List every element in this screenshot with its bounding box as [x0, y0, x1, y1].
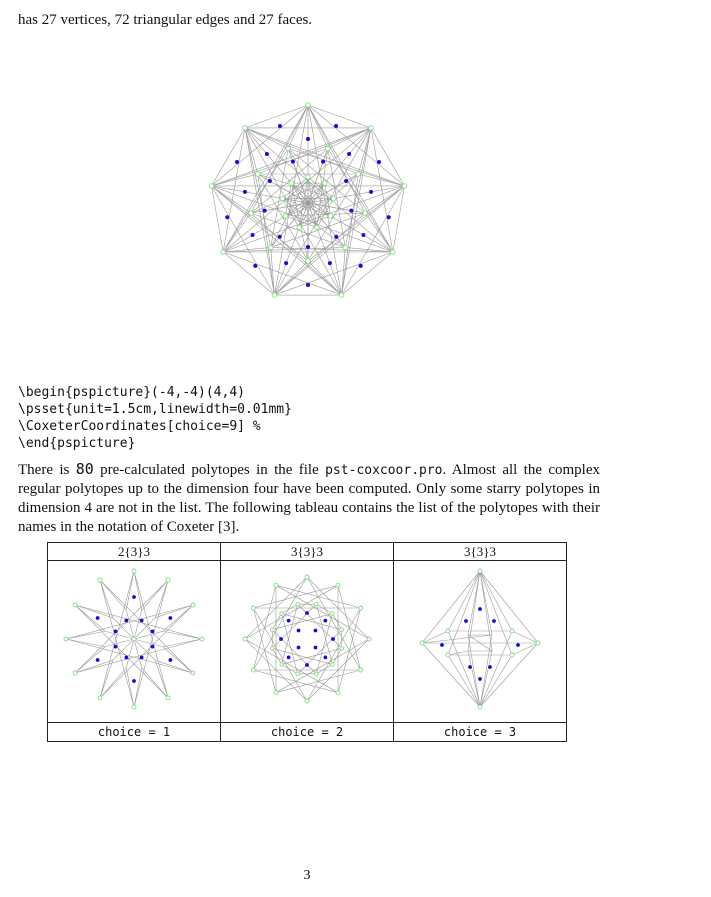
polytope-edge [66, 639, 105, 647]
polytope-vertex [367, 637, 371, 641]
polytope-vertex [297, 225, 302, 230]
polytope-vertex [274, 691, 278, 695]
polytope-edge [288, 105, 308, 148]
face-center-dot [96, 616, 100, 620]
tableau-caption-row [48, 723, 567, 742]
face-center-dot [478, 677, 482, 681]
polytope-edge [512, 643, 538, 655]
polytope-vertex [340, 628, 344, 632]
polytope-vertex [420, 641, 424, 645]
polytope-edge [480, 643, 538, 707]
polytope-vertex [343, 245, 348, 250]
polytope-edge [245, 128, 288, 149]
polytope-vertex [98, 578, 102, 582]
face-center-dot [268, 179, 272, 183]
polytope-edge [245, 128, 358, 174]
polytope-vertex [270, 628, 274, 632]
polytope-edge [258, 128, 371, 174]
polytope-vertex [272, 293, 277, 298]
polytope-edge [480, 571, 492, 651]
face-center-dot [361, 233, 365, 237]
polytope-edge [113, 618, 134, 639]
polytope-edge [448, 571, 480, 655]
face-center-dot [297, 646, 301, 650]
face-center-dot [478, 607, 482, 611]
polytope-edge [480, 571, 538, 643]
polytope-figure-choice-1 [59, 564, 209, 714]
polytope-edge [134, 639, 142, 668]
polytope-vertex [402, 184, 407, 189]
page-number: 3 [303, 868, 311, 883]
polytope-vertex [336, 691, 340, 695]
face-center-dot [140, 656, 144, 660]
face-center-dot [278, 124, 282, 128]
face-center-dot [305, 611, 309, 615]
polytope-vertex [280, 196, 285, 201]
polytope-edge [342, 252, 393, 295]
polytope-count: 80 [75, 460, 94, 478]
polytope-edge [422, 643, 480, 707]
face-center-dot [132, 595, 136, 599]
polytope-edge [245, 128, 271, 248]
polytope-edge [480, 655, 512, 707]
polytope-edge [308, 105, 328, 148]
face-center-dot [349, 209, 353, 213]
polytope-vertex [243, 637, 247, 641]
body-paragraph [18, 460, 600, 537]
polytope-vertex [446, 629, 450, 633]
filename: pst-coxcoor.pro [325, 463, 443, 478]
polytope-edge [422, 635, 492, 643]
tableau-header-row [48, 543, 567, 561]
face-center-dot [168, 616, 172, 620]
polytope-vertex [283, 214, 288, 219]
polytope-figure-choice-3 [405, 564, 555, 714]
face-center-dot [331, 637, 335, 641]
polytope-vertex [328, 214, 333, 219]
code-line: \end{pspicture} [18, 436, 136, 451]
polytope-vertex [478, 569, 482, 573]
polytope-vertex [268, 245, 273, 250]
polytope-vertex [322, 181, 327, 186]
face-center-dot [251, 233, 255, 237]
code-line: \CoxeterCoordinates[choice=9] % [18, 419, 261, 434]
polytope-edge [422, 571, 480, 643]
face-center-dot [306, 283, 310, 287]
polytope-vertex [296, 672, 300, 676]
polytope-edge [134, 668, 142, 707]
polytope-vertex [270, 647, 274, 651]
polytope-vertex [305, 575, 309, 579]
face-center-dot [96, 658, 100, 662]
tableau-caption: choice = 3 [394, 723, 567, 742]
polytope-edge [113, 639, 134, 660]
tableau-caption: choice = 1 [48, 723, 221, 742]
polytope-vertex [132, 637, 136, 641]
polytope-edge [480, 635, 492, 707]
face-center-dot [377, 160, 381, 164]
face-center-dot [151, 629, 155, 633]
polytope-vertex [356, 172, 361, 177]
polytope-vertex [296, 602, 300, 606]
polytope-vertex [249, 211, 254, 216]
polytope-vertex [286, 146, 291, 151]
polytope-vertex [339, 293, 344, 298]
face-center-dot [124, 656, 128, 660]
polytope-vertex [536, 641, 540, 645]
face-center-dot [287, 655, 291, 659]
face-center-dot [305, 663, 309, 667]
face-center-dot [291, 160, 295, 164]
polytope-vertex [132, 569, 136, 573]
polytope-vertex [446, 653, 450, 657]
polytope-vertex [359, 606, 363, 610]
face-center-dot [287, 619, 291, 623]
polytope-vertex [306, 259, 311, 264]
polytope-edge [163, 631, 202, 639]
polytope-vertex [359, 668, 363, 672]
polytope-edge [223, 252, 274, 295]
face-center-dot [279, 637, 283, 641]
face-center-dot [314, 646, 318, 650]
face-center-dot [124, 619, 128, 623]
polytope-vertex [209, 184, 214, 189]
face-center-dot [140, 619, 144, 623]
polytope-edge [105, 631, 134, 639]
face-center-dot [488, 665, 492, 669]
face-center-dot [306, 245, 310, 249]
polytope-vertex [73, 671, 77, 675]
polytope-edge [134, 639, 155, 660]
polytope-vertex [306, 175, 311, 180]
face-center-dot [344, 179, 348, 183]
face-center-dot [323, 655, 327, 659]
polytope-edge [480, 571, 492, 635]
polytope-vertex [315, 602, 319, 606]
face-center-dot [114, 645, 118, 649]
polytope-figure-choice-9 [183, 78, 433, 328]
face-center-dot [314, 629, 318, 633]
polytope-vertex [132, 705, 136, 709]
polytope-edge [134, 618, 155, 639]
polytope-edge [308, 105, 371, 128]
face-center-dot [263, 209, 267, 213]
polytope-vertex [478, 705, 482, 709]
face-center-dot [297, 629, 301, 633]
paragraph-text: . Almost all the complex regular polytopes up to the dimension four have been computed. Only some starry polytopes in dimension 4 are not in the list. The following tableau contains the list of the polytopes with their names in the notation of Coxeter [3]. [18, 462, 600, 535]
polytope-edge [245, 105, 308, 128]
polytope-tableau [47, 542, 567, 742]
face-center-dot [151, 645, 155, 649]
face-center-dot [235, 160, 239, 164]
face-center-dot [328, 261, 332, 265]
polytope-vertex [326, 146, 331, 151]
polytope-edge [126, 610, 134, 639]
polytope-edge [512, 631, 538, 643]
polytope-vertex [363, 211, 368, 216]
tableau-header: 3{3}3 [221, 543, 394, 561]
polytope-edge [468, 635, 480, 707]
polytope-vertex [340, 647, 344, 651]
polytope-vertex [221, 250, 226, 255]
polytope-vertex [510, 629, 514, 633]
polytope-figure-choice-2 [232, 564, 382, 714]
polytope-vertex [255, 172, 260, 177]
polytope-vertex [331, 663, 335, 667]
face-center-dot [369, 190, 373, 194]
polytope-edge [480, 571, 512, 655]
polytope-edge [134, 571, 142, 610]
tableau-figure-cell [221, 561, 394, 723]
polytope-edge [134, 610, 142, 639]
polytope-edge [134, 639, 163, 647]
tableau-caption: choice = 2 [221, 723, 394, 742]
tableau-figure-row [48, 561, 567, 723]
polytope-vertex [331, 196, 336, 201]
polytope-vertex [336, 583, 340, 587]
polytope-vertex [73, 603, 77, 607]
paragraph-text: pre-calculated polytopes in the file [93, 462, 326, 478]
polytope-edge [342, 174, 359, 295]
polytope-edge [448, 655, 480, 707]
polytope-edge [66, 631, 105, 639]
face-center-dot [265, 152, 269, 156]
polytope-vertex [191, 671, 195, 675]
face-center-dot [464, 619, 468, 623]
face-center-dot [253, 264, 257, 268]
polytope-vertex [200, 637, 204, 641]
face-center-dot [334, 124, 338, 128]
code-line: \begin{pspicture}(-4,-4)(4,4) [18, 385, 245, 400]
face-center-dot [321, 160, 325, 164]
face-center-dot [440, 643, 444, 647]
code-line: \psset{unit=1.5cm,linewidth=0.01mm} [18, 402, 292, 417]
polytope-vertex [510, 653, 514, 657]
tableau-header: 2{3}3 [48, 543, 221, 561]
face-center-dot [225, 215, 229, 219]
intro-sentence: has 27 vertices, 72 triangular edges and 27 faces. [18, 12, 313, 28]
polytope-edge [126, 668, 134, 707]
polytope-vertex [64, 637, 68, 641]
face-center-dot [323, 619, 327, 623]
polytope-edge [105, 639, 134, 647]
face-center-dot [468, 665, 472, 669]
face-center-dot [387, 215, 391, 219]
polytope-vertex [191, 603, 195, 607]
polytope-edge [345, 128, 371, 248]
polytope-vertex [280, 612, 284, 616]
tableau-header: 3{3}3 [394, 543, 567, 561]
polytope-edge [126, 571, 134, 610]
polytope-vertex [166, 578, 170, 582]
polytope-vertex [315, 225, 320, 230]
tableau-figure-cell [394, 561, 567, 723]
polytope-vertex [331, 612, 335, 616]
polytope-vertex [306, 103, 311, 108]
polytope-vertex [369, 126, 374, 131]
polytope-vertex [391, 250, 396, 255]
polytope-edge [258, 174, 275, 295]
face-center-dot [278, 235, 282, 239]
polytope-vertex [251, 668, 255, 672]
face-center-dot [114, 629, 118, 633]
face-center-dot [334, 235, 338, 239]
face-center-dot [347, 152, 351, 156]
polytope-edge [358, 128, 371, 174]
face-center-dot [284, 261, 288, 265]
polytope-vertex [289, 181, 294, 186]
polytope-edge [163, 639, 202, 647]
polytope-vertex [305, 699, 309, 703]
polytope-vertex [98, 696, 102, 700]
face-center-dot [492, 619, 496, 623]
polytope-edge [126, 639, 134, 668]
face-center-dot [516, 643, 520, 647]
polytope-vertex [251, 606, 255, 610]
tableau-figure-cell [48, 561, 221, 723]
polytope-edge [468, 571, 480, 635]
polytope-vertex [166, 696, 170, 700]
polytope-vertex [243, 126, 248, 131]
face-center-dot [168, 658, 172, 662]
polytope-edge [245, 128, 258, 174]
face-center-dot [359, 264, 363, 268]
polytope-vertex [274, 583, 278, 587]
face-center-dot [132, 679, 136, 683]
paragraph-text: There is [18, 462, 76, 478]
polytope-vertex [315, 672, 319, 676]
face-center-dot [306, 137, 310, 141]
polytope-vertex [280, 663, 284, 667]
polytope-edge [328, 128, 371, 149]
face-center-dot [243, 190, 247, 194]
polytope-edge [422, 631, 448, 643]
code-listing [18, 384, 292, 452]
polytope-edge [134, 631, 163, 639]
